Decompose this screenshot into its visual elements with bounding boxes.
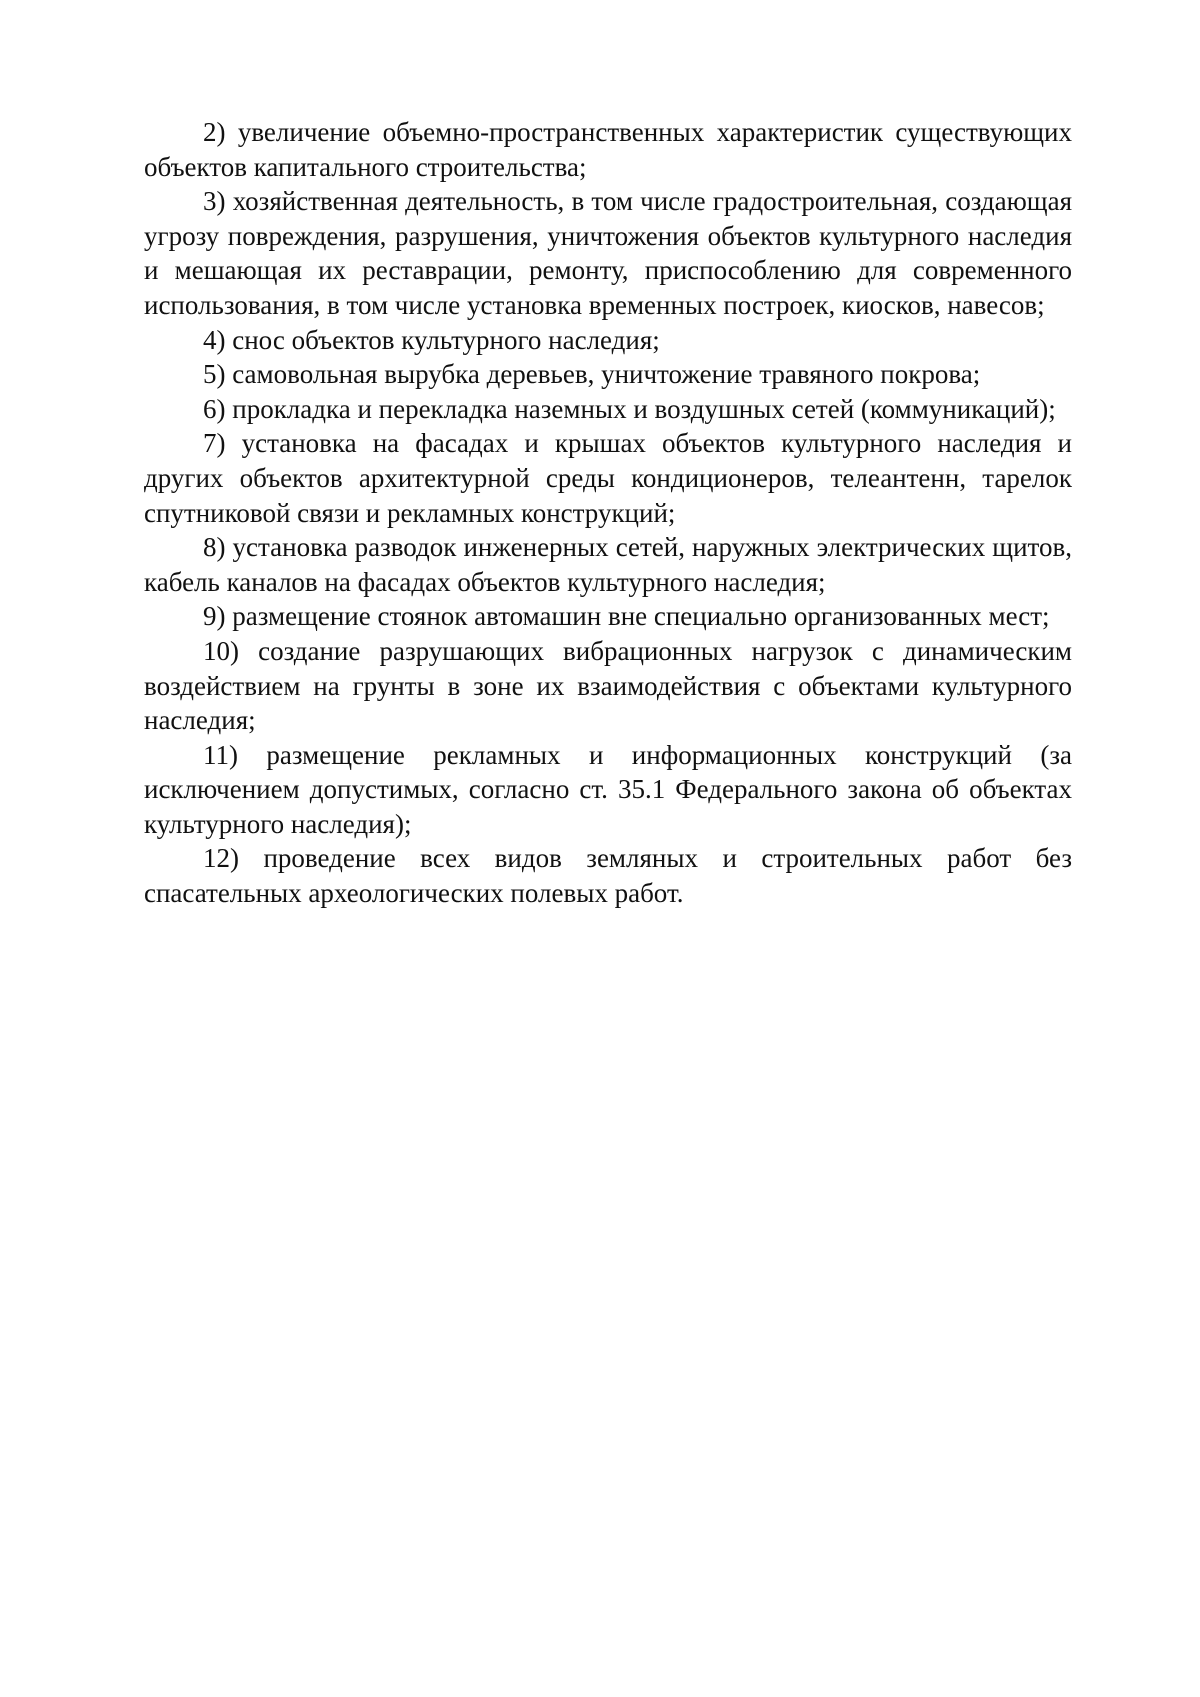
list-item: 9) размещение стоянок автомашин вне специально организованных мест; — [203, 601, 1050, 632]
list-item: 2) увеличение объемно-пространственных характеристик существующих объектов капитального строительства; — [144, 117, 1072, 182]
list-item: 3) хозяйственная деятельность, в том числе градостроительная, создающая угрозу повреждения, разрушения, уничтожения объектов культурного наследия и мешающая их реставрации, ремонту, приспособлению для современного использования, в том числе установка временных построек, киосков, навесов; — [144, 186, 1072, 320]
list-item: 5) самовольная вырубка деревьев, уничтожение травяного покрова; — [203, 359, 981, 390]
list-item: 8) установка разводок инженерных сетей, наружных электрических щитов, кабель каналов на фасадах объектов культурного наследия; — [144, 532, 1072, 597]
document-body — [144, 115, 1072, 911]
list-item: 7) установка на фасадах и крышах объектов культурного наследия и других объектов архитектурной среды кондиционеров, телеантенн, тарелок спутниковой связи и рекламных конструкций; — [144, 428, 1072, 528]
list-item: 10) создание разрушающих вибрационных нагрузок с динамическим воздействием на грунты в зоне их взаимодействия с объектами культурного наследия; — [144, 635, 1072, 736]
list-item: 6) прокладка и перекладка наземных и воздушных сетей (коммуникаций); — [203, 393, 1056, 424]
list-item: 4) снос объектов культурного наследия; — [203, 324, 660, 355]
list-item: 12) проведение всех видов земляных и строительных работ без спасательных археологических полевых работ. — [144, 843, 1072, 909]
list-item: 11) размещение рекламных и информационных конструкций (за исключением допустимых, согласно ст. 35.1 Федерального закона об объектах культурного наследия); — [144, 739, 1072, 839]
